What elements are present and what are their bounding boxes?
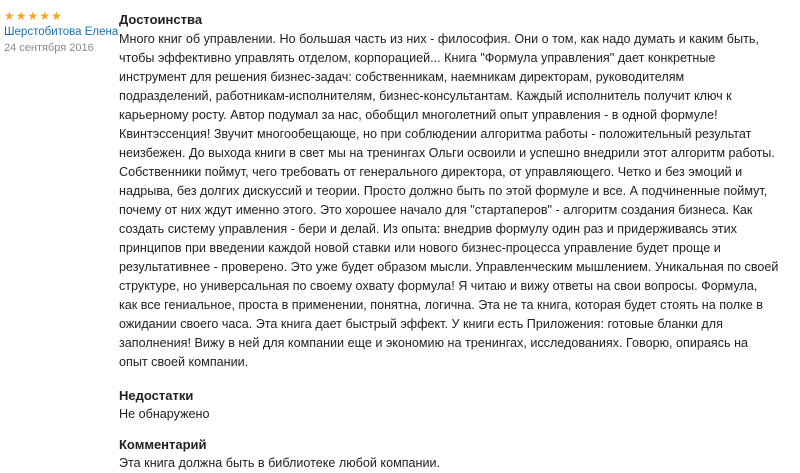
review-meta: [4, 8, 119, 54]
comment-section: [119, 436, 779, 473]
review-body: [119, 11, 779, 473]
pros-title: Достоинства: [119, 12, 203, 27]
pros-text: Много книг об управлении. Но большая часть из них - философия. Они о том, как надо думать и каким быть, чтобы эффективно управлять отделом, корпорацией... Книга "Формула управления" дает конкретные инструмент для решения бизнес-задач: собственникам, наемникам директорам, руководителям подразделений, работникам-исполнителям, бизнес-консультантам. Каждый исполнитель получит ключ к карьерному росту. Автор подумал за нас, обобщил многолетний опыт управления - в одной формуле! Квинтэссенция! Звучит многообещающе, но при соблюдении алгоритма работы - положительный результат неизбежен. До выхода книги в свет мы на тренингах Ольги освоили и успешно внедрили этот алгоритм работы. Собственники поймут, чего требовать от генерального директора, от управляющего. Четко и без эмоций и надрыва, без долгих дискуссий и теории. Просто должно быть по этой формуле и все. А подчиненные поймут, почему от них ждут именно этого. Это хорошее начало для "стартаперов" - алгоритм создания бизнеса. Как создать систему управления - бери и делай. Из опыта: внедрив формулу один раз и придерживаясь этих принципов при введении каждой новой ставки или нового бизнес-процесса управление будет проще и результативнее - проверено. Это уже будет образом мысли. Управленческим мышлением. Уникальная по своей структуре, но универсальная по своему охвату формула! Я читаю и вижу ответы на свои вопросы. Формула, как все гениальное, проста в применении, понятна, логична. Эта не та книга, которая будет стоять на полке в ожидании своего часа. Эта книга дает быстрый эффект. У книги есть Приложения: готовые бланки для заполнения! Вижу в ней для компании еще и экономию на тренингах, исследованиях. Говорю, опираясь на опыт своей компании.: [119, 32, 779, 369]
author-link[interactable]: Шерстобитова Елена: [4, 26, 119, 38]
cons-section: [119, 387, 779, 424]
star-icon: ★: [4, 8, 15, 23]
review-date: 24 сентября 2016: [4, 42, 94, 54]
rating-stars: [4, 9, 114, 22]
comment-title: Комментарий: [119, 437, 207, 452]
comment-text: Эта книга должна быть в библиотеке любой компании.: [119, 456, 441, 470]
star-icon: ★: [51, 8, 62, 23]
cons-text: Не обнаружено: [119, 407, 210, 421]
star-icon: ★: [15, 8, 27, 23]
cons-title: Недостатки: [119, 388, 194, 403]
pros-section: [119, 11, 779, 372]
star-icon: ★: [27, 8, 39, 23]
star-icon: ★: [39, 8, 51, 23]
